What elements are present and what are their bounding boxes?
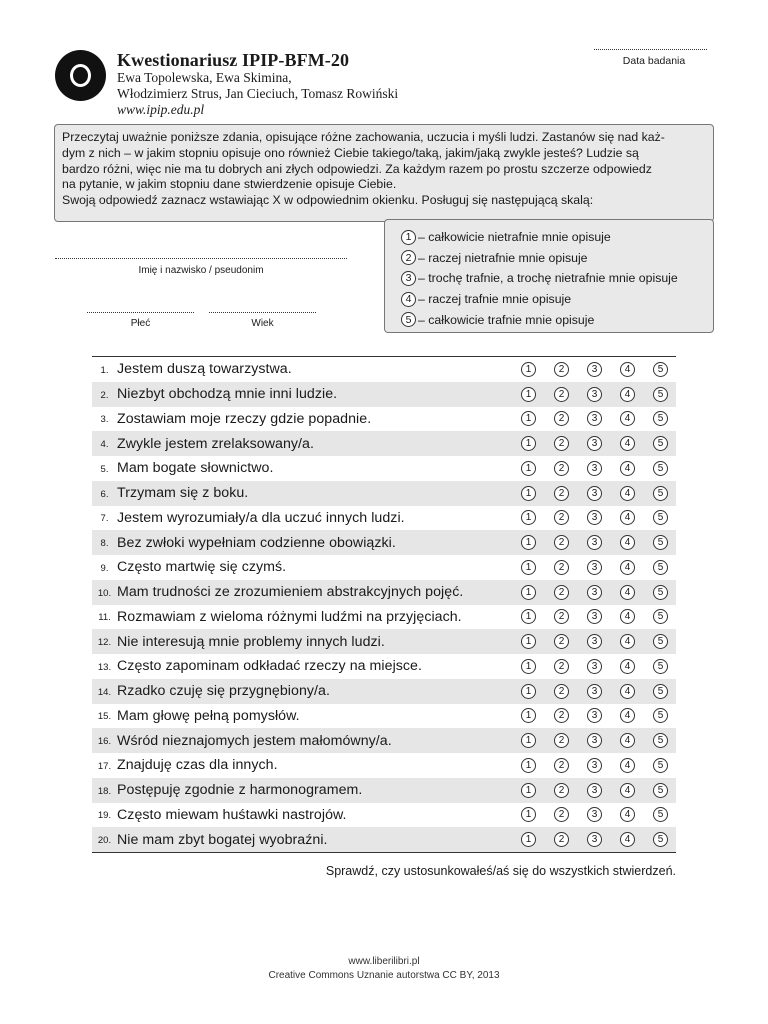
answer-options: [503, 684, 676, 699]
answer-option-3[interactable]: 3: [587, 733, 602, 748]
item-number: 1.: [100, 364, 109, 376]
item-statement: Rzadko czuję się przygnębiony/a.: [117, 683, 330, 700]
answer-options: [503, 783, 676, 798]
answer-option-5[interactable]: 5: [653, 362, 668, 377]
item-number: 4.: [100, 439, 109, 451]
answer-option-4[interactable]: 4: [620, 560, 635, 575]
item-statement: Jestem duszą towarzystwa.: [117, 361, 292, 378]
answer-option-3[interactable]: 3: [587, 659, 602, 674]
answer-options: [503, 387, 676, 402]
table-row: [92, 753, 676, 778]
answer-option-3[interactable]: 3: [587, 807, 602, 822]
answer-option-5[interactable]: 5: [653, 486, 668, 501]
answer-option-4[interactable]: 4: [620, 486, 635, 501]
footer-license: Creative Commons Uznanie autorstwa CC BY, 2013: [268, 970, 500, 981]
item-number: 2.: [100, 389, 109, 401]
item-statement: Jestem wyrozumiały/a dla uczuć innych ludzi.: [117, 509, 405, 526]
answer-option-3[interactable]: 3: [587, 708, 602, 723]
table-row: [92, 803, 676, 828]
item-statement: Niezbyt obchodzą mnie inni ludzie.: [117, 386, 338, 403]
answer-option-1[interactable]: 1: [521, 733, 536, 748]
answer-options: [503, 708, 676, 723]
instructions-line: dym z nich – w jakim stopniu opisuje ono również Ciebie takiego/taką, jakim/jaką zwykle jesteś? Ludzie są: [62, 145, 639, 160]
answer-option-5[interactable]: 5: [653, 510, 668, 525]
answer-option-2[interactable]: 2: [554, 411, 569, 426]
scale-item: [401, 289, 713, 310]
scale-number: 1: [401, 230, 416, 245]
item-statement: Wśród nieznajomych jestem małomówny/a.: [117, 732, 392, 749]
answer-option-4[interactable]: 4: [620, 535, 635, 550]
table-row: [92, 827, 676, 852]
table-row: [92, 530, 676, 555]
answer-option-3[interactable]: 3: [587, 436, 602, 451]
answer-option-5[interactable]: 5: [653, 436, 668, 451]
answer-option-2[interactable]: 2: [554, 585, 569, 600]
answer-option-1[interactable]: 1: [521, 585, 536, 600]
item-number: 15.: [97, 711, 112, 723]
item-statement: Mam głowę pełną pomysłów.: [117, 707, 300, 724]
name-label: Imię i nazwisko / pseudonim: [138, 265, 264, 276]
answer-option-2[interactable]: 2: [554, 634, 569, 649]
footer: [0, 955, 768, 983]
answer-option-5[interactable]: 5: [653, 807, 668, 822]
answer-option-5[interactable]: 5: [653, 411, 668, 426]
answer-option-3[interactable]: 3: [587, 411, 602, 426]
item-number: 8.: [100, 538, 109, 550]
item-statement: Zostawiam moje rzeczy gdzie popadnie.: [117, 410, 372, 427]
item-statement: Często miewam huśtawki nastrojów.: [117, 806, 347, 823]
answer-option-3[interactable]: 3: [587, 510, 602, 525]
answer-option-2[interactable]: 2: [554, 436, 569, 451]
table-row: [92, 605, 676, 630]
answer-option-2[interactable]: 2: [554, 684, 569, 699]
instructions-box: [54, 124, 714, 222]
answer-option-1[interactable]: 1: [521, 535, 536, 550]
scale-number: 3: [401, 271, 416, 286]
answer-options: [503, 634, 676, 649]
answer-option-4[interactable]: 4: [620, 783, 635, 798]
answer-option-1[interactable]: 1: [521, 708, 536, 723]
answer-options: [503, 659, 676, 674]
table-row: [92, 629, 676, 654]
answer-option-4[interactable]: 4: [620, 659, 635, 674]
answer-scale-box: [384, 219, 714, 333]
sex-input-line[interactable]: [87, 312, 194, 313]
answer-option-3[interactable]: 3: [587, 684, 602, 699]
date-label: Data badania: [622, 55, 686, 67]
answer-option-4[interactable]: 4: [620, 461, 635, 476]
answer-option-4[interactable]: 4: [620, 609, 635, 624]
answer-option-1[interactable]: 1: [521, 783, 536, 798]
age-label: Wiek: [251, 318, 274, 329]
date-input-line[interactable]: [594, 49, 707, 50]
answer-option-1[interactable]: 1: [521, 461, 536, 476]
answer-options: [503, 362, 676, 377]
answer-option-4[interactable]: 4: [620, 832, 635, 847]
answer-option-1[interactable]: 1: [521, 387, 536, 402]
footer-site: www.liberilibri.pl: [348, 956, 420, 967]
answer-option-5[interactable]: 5: [653, 832, 668, 847]
item-number: 9.: [100, 562, 109, 574]
answer-options: [503, 560, 676, 575]
answer-option-4[interactable]: 4: [620, 362, 635, 377]
item-number: 10.: [97, 587, 112, 599]
age-input-line[interactable]: [209, 312, 316, 313]
answer-option-4[interactable]: 4: [620, 733, 635, 748]
item-number: 7.: [100, 513, 109, 525]
table-row: [92, 506, 676, 531]
answer-option-1[interactable]: 1: [521, 411, 536, 426]
answer-option-5[interactable]: 5: [653, 634, 668, 649]
table-row: [92, 481, 676, 506]
answer-option-3[interactable]: 3: [587, 560, 602, 575]
item-statement: Mam bogate słownictwo.: [117, 460, 274, 477]
answer-option-2[interactable]: 2: [554, 461, 569, 476]
answer-option-3[interactable]: 3: [587, 535, 602, 550]
answer-option-1[interactable]: 1: [521, 758, 536, 773]
answer-option-2[interactable]: 2: [554, 708, 569, 723]
answer-option-4[interactable]: 4: [620, 708, 635, 723]
answer-option-2[interactable]: 2: [554, 486, 569, 501]
item-statement: Trzymam się z boku.: [117, 485, 249, 502]
answer-options: [503, 733, 676, 748]
answer-options: [503, 609, 676, 624]
scale-number: 5: [401, 312, 416, 327]
answer-option-1[interactable]: 1: [521, 486, 536, 501]
instructions-line: Przeczytaj uważnie poniższe zdania, opisujące różne zachowania, uczucia i myśli ludzi. Zastanów się nad każ-: [62, 130, 665, 144]
name-input-line[interactable]: [55, 258, 347, 259]
sex-label: Płeć: [130, 318, 151, 329]
check-note: Sprawdź, czy ustosunkowałeś/aś się do wszystkich stwierdzeń.: [325, 864, 676, 878]
answer-options: [503, 486, 676, 501]
answer-options: [503, 758, 676, 773]
table-row: [92, 456, 676, 481]
answer-option-4[interactable]: 4: [620, 634, 635, 649]
answer-options: [503, 535, 676, 550]
item-statement: Zwykle jestem zrelaksowany/a.: [117, 435, 314, 452]
answer-option-1[interactable]: 1: [521, 436, 536, 451]
item-number: 16.: [97, 736, 112, 748]
answer-option-2[interactable]: 2: [554, 733, 569, 748]
answer-options: [503, 807, 676, 822]
item-statement: Często martwię się czymś.: [117, 559, 287, 576]
answer-option-1[interactable]: 1: [521, 609, 536, 624]
answer-option-3[interactable]: 3: [587, 461, 602, 476]
table-row: [92, 679, 676, 704]
answer-option-3[interactable]: 3: [587, 832, 602, 847]
answer-option-1[interactable]: 1: [521, 684, 536, 699]
answer-option-3[interactable]: 3: [587, 486, 602, 501]
item-statement: Często zapominam odkładać rzeczy na miejsce.: [117, 658, 422, 675]
item-statement: Postępuję zgodnie z harmonogramem.: [117, 782, 363, 799]
answer-option-3[interactable]: 3: [587, 609, 602, 624]
authors-line-1: Ewa Topolewska, Ewa Skimina,: [117, 70, 292, 85]
answer-options: [503, 436, 676, 451]
questionnaire-table: [92, 356, 676, 853]
answer-option-3[interactable]: 3: [587, 783, 602, 798]
item-statement: Znajduję czas dla innych.: [117, 757, 278, 774]
answer-option-4[interactable]: 4: [620, 684, 635, 699]
table-row: [92, 382, 676, 407]
scale-text: – raczej trafnie mnie opisuje: [418, 292, 572, 307]
answer-option-2[interactable]: 2: [554, 387, 569, 402]
answer-option-3[interactable]: 3: [587, 362, 602, 377]
answer-option-5[interactable]: 5: [653, 733, 668, 748]
scale-text: – trochę trafnie, a trochę nietrafnie mnie opisuje: [418, 271, 678, 286]
item-number: 13.: [97, 661, 112, 673]
item-number: 20.: [97, 835, 112, 847]
item-number: 17.: [97, 760, 112, 772]
item-statement: Bez zwłoki wypełniam codzienne obowiązki.: [117, 534, 396, 551]
answer-option-2[interactable]: 2: [554, 832, 569, 847]
answer-option-2[interactable]: 2: [554, 362, 569, 377]
document-header: [117, 50, 398, 118]
answer-options: [503, 461, 676, 476]
item-number: 19.: [97, 810, 112, 822]
answer-option-3[interactable]: 3: [587, 758, 602, 773]
answer-option-1[interactable]: 1: [521, 659, 536, 674]
answer-options: [503, 510, 676, 525]
answer-option-5[interactable]: 5: [653, 684, 668, 699]
instructions-line: Swoją odpowiedź zaznacz wstawiając X w odpowiednim okienku. Posługuj się następującą skalą:: [62, 193, 594, 208]
scale-number: 2: [401, 250, 416, 265]
table-row: [92, 654, 676, 679]
answer-option-2[interactable]: 2: [554, 758, 569, 773]
website-url: www.ipip.edu.pl: [117, 102, 205, 117]
item-number: 3.: [100, 414, 109, 426]
answer-option-5[interactable]: 5: [653, 535, 668, 550]
item-number: 11.: [98, 612, 111, 624]
document-title: Kwestionariusz IPIP-BFM-20: [117, 50, 350, 70]
table-row: [92, 778, 676, 803]
answer-option-5[interactable]: 5: [653, 585, 668, 600]
scale-item: [401, 227, 713, 248]
table-row: [92, 704, 676, 729]
table-row: [92, 357, 676, 382]
item-statement: Nie interesują mnie problemy innych ludzi.: [117, 633, 385, 650]
answer-option-2[interactable]: 2: [554, 535, 569, 550]
table-row: [92, 431, 676, 456]
answer-options: [503, 832, 676, 847]
answer-option-5[interactable]: 5: [653, 783, 668, 798]
answer-option-2[interactable]: 2: [554, 807, 569, 822]
item-statement: Rozmawiam z wieloma różnymi ludźmi na przyjęciach.: [117, 608, 462, 625]
answer-option-2[interactable]: 2: [554, 609, 569, 624]
answer-option-5[interactable]: 5: [653, 560, 668, 575]
table-row: [92, 728, 676, 753]
answer-option-4[interactable]: 4: [620, 411, 635, 426]
answer-option-5[interactable]: 5: [653, 758, 668, 773]
answer-option-4[interactable]: 4: [620, 510, 635, 525]
answer-option-4[interactable]: 4: [620, 807, 635, 822]
answer-option-4[interactable]: 4: [620, 387, 635, 402]
answer-option-1[interactable]: 1: [521, 362, 536, 377]
answer-options: [503, 411, 676, 426]
table-row: [92, 407, 676, 432]
item-statement: Nie mam zbyt bogatej wyobraźni.: [117, 831, 328, 848]
answer-option-5[interactable]: 5: [653, 659, 668, 674]
answer-option-2[interactable]: 2: [554, 560, 569, 575]
scale-text: – całkowicie nietrafnie mnie opisuje: [418, 230, 611, 245]
scale-number: 4: [401, 292, 416, 307]
answer-option-1[interactable]: 1: [521, 634, 536, 649]
answer-option-4[interactable]: 4: [620, 758, 635, 773]
item-number: 5.: [100, 463, 109, 475]
answer-option-3[interactable]: 3: [587, 634, 602, 649]
scale-item: [401, 248, 713, 269]
authors-line-2: Włodzimierz Strus, Jan Cieciuch, Tomasz Rowiński: [117, 86, 399, 101]
answer-option-1[interactable]: 1: [521, 560, 536, 575]
answer-option-5[interactable]: 5: [653, 708, 668, 723]
answer-option-4[interactable]: 4: [620, 585, 635, 600]
answer-option-1[interactable]: 1: [521, 510, 536, 525]
answer-option-5[interactable]: 5: [653, 387, 668, 402]
answer-option-5[interactable]: 5: [653, 609, 668, 624]
answer-option-1[interactable]: 1: [521, 807, 536, 822]
answer-option-5[interactable]: 5: [653, 461, 668, 476]
answer-options: [503, 585, 676, 600]
item-statement: Mam trudności ze zrozumieniem abstrakcyjnych pojęć.: [117, 584, 464, 601]
table-row: [92, 555, 676, 580]
item-number: 12.: [97, 637, 112, 649]
scale-text: – raczej nietrafnie mnie opisuje: [418, 250, 588, 265]
item-number: 14.: [97, 686, 112, 698]
answer-option-4[interactable]: 4: [620, 436, 635, 451]
item-number: 6.: [100, 488, 109, 500]
instructions-line: bardzo różni, więc nie ma tu dobrych ani złych odpowiedzi. Za każdym razem po prostu szczerze odpowiedz: [62, 161, 652, 176]
answer-option-2[interactable]: 2: [554, 783, 569, 798]
circle-o-logo-icon: [55, 50, 106, 101]
instructions-line: na pytanie, w jakim stopniu dane stwierdzenie opisuje Ciebie.: [62, 177, 397, 192]
answer-option-2[interactable]: 2: [554, 510, 569, 525]
answer-option-2[interactable]: 2: [554, 659, 569, 674]
answer-option-1[interactable]: 1: [521, 832, 536, 847]
answer-option-3[interactable]: 3: [587, 387, 602, 402]
item-number: 18.: [97, 785, 112, 797]
scale-item: [401, 309, 713, 330]
answer-option-3[interactable]: 3: [587, 585, 602, 600]
table-row: [92, 580, 676, 605]
scale-item: [401, 268, 713, 289]
scale-text: – całkowicie trafnie mnie opisuje: [418, 312, 595, 327]
